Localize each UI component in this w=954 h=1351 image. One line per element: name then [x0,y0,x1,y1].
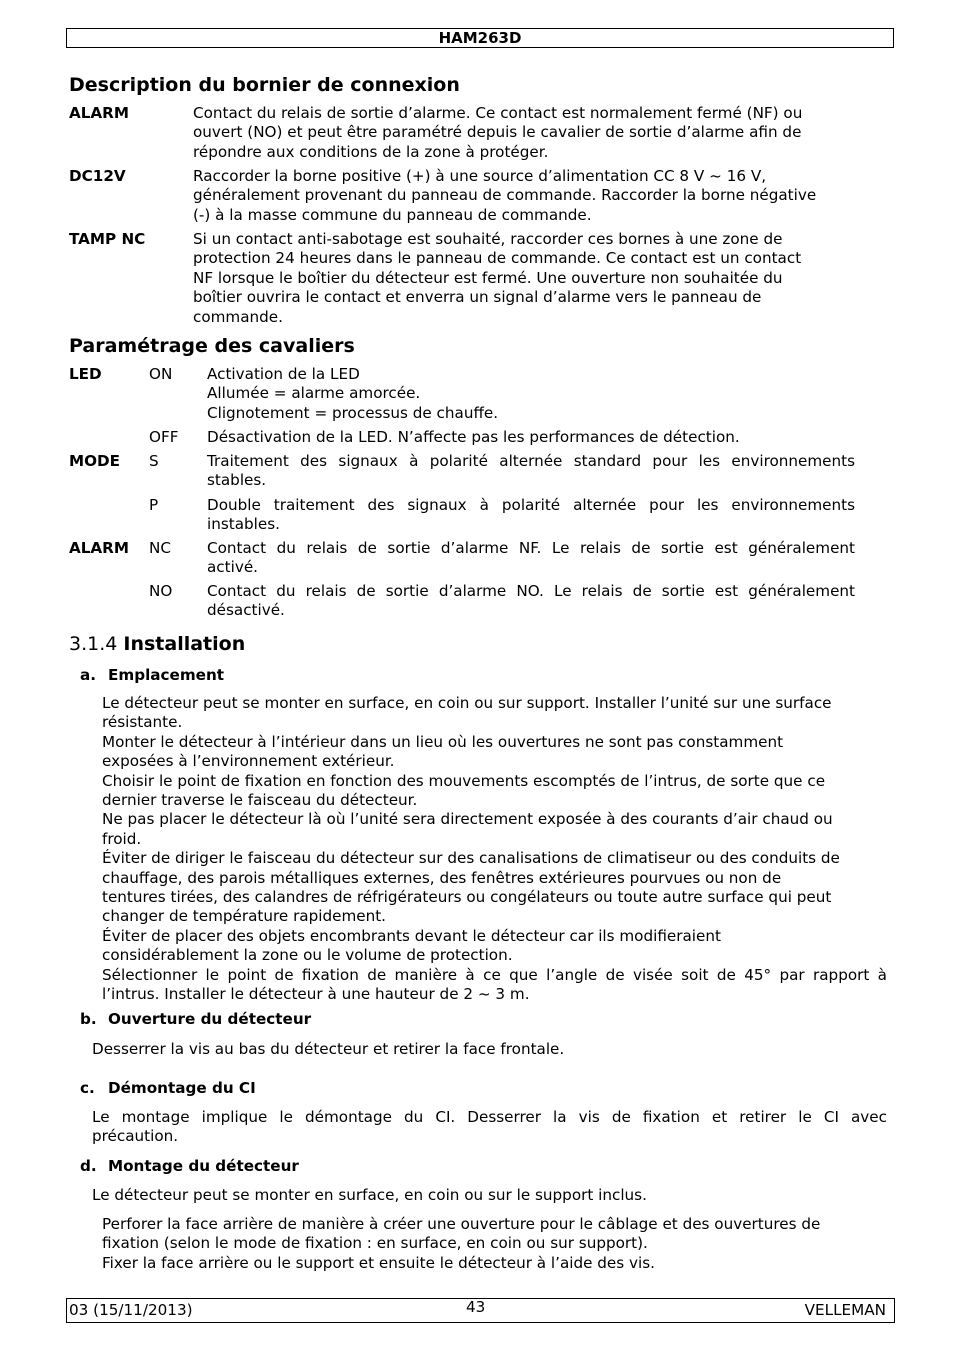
footer-version: 03 (15/11/2013) [69,1301,193,1319]
jumper-desc-mode-p: Double traitement des signaux à polarité alternée pour les environnements instables. [207,496,855,534]
subsection-d-label: d. [80,1157,97,1175]
def-tamp-nc: Si un contact anti-sabotage est souhaité, raccorder ces bornes à une zone de protection 24 heures dans le panneau de commande. Ce contact est un contact NF lorsque le boîtier du détecteur est fermé. Une ouverture non souhaitée du boîtier ouvrira le contact et enverra un signal d’alarme vers le panneau de commande. [193,230,802,326]
jumper-setting-off: OFF [149,428,179,446]
jumper-group-led: LED [69,365,102,383]
installation-title: Installation [123,633,246,655]
subsection-d-title: Montage du détecteur [108,1157,299,1175]
subsection-d-body: Perforer la face arrière de manière à créer une ouverture pour le câblage et des ouvertures de fixation (selon le mode de fixation : en surface, en coin ou sur support). Fixer la face arrière ou le support et ensuite le détecteur à l’aide des vis. [102,1215,821,1272]
jumper-setting-nc: NC [149,539,171,557]
installation-heading [69,632,245,656]
jumper-desc-led-off: Désactivation de la LED. N’affecte pas les performances de détection. [207,428,740,446]
header-model-box [66,28,894,48]
jumper-desc-alarm-nc: Contact du relais de sortie d’alarme NF. Le relais de sortie est généralement activé. [207,539,855,577]
jumper-group-mode: MODE [69,452,121,470]
subsection-a-body: Le détecteur peut se monter en surface, en coin ou sur support. Installer l’unité sur une surface résistante. Monter le détecteur à l’intérieur dans un lieu où les ouvertures ne sont pas constamment exposées à l’environnement extérieur. Choisir le point de fixation en fonction des mouvements escomptés de l’intrus, de sorte que ce dernier traverse le faisceau du détecteur. Ne pas placer le détecteur là où l’unité sera directement exposée à des courants d’air chaud ou froid. Éviter de diriger le faisceau du détecteur sur des canalisations de climatiseur ou des conduits de chauffage, des parois métalliques externes, des fenêtres extérieures pourvues ou non de tentures tirées, des calandres de réfrigérateurs ou congélateurs ou toute autre surface qui peut changer de température rapidement. Éviter de placer des objets encombrants devant le détecteur car ils modifieraient considérablement la zone ou le volume de protection. Sélectionner le point de fixation de manière à ce que l’angle de visée soit de 45° par rapport à l’intrus. Installer le détecteur à une hauteur de 2 ~ 3 m. [102,694,887,1004]
subsection-b-label: b. [80,1010,97,1028]
jumper-setting-on: ON [149,365,173,383]
subsection-c-label: c. [80,1079,95,1097]
jumper-setting-no: NO [149,582,173,600]
jumper-desc-mode-s: Traitement des signaux à polarité alternée standard pour les environnements stables. [207,452,855,490]
term-tamp-nc: TAMP NC [69,230,146,248]
subsection-a-label: a. [80,666,97,684]
def-alarm: Contact du relais de sortie d’alarme. Ce contact est normalement fermé (NF) ou ouvert (NO) et peut être paramétré depuis le cavalier de sortie d’alarme afin de répondre aux conditions de la zone à protéger. [193,104,803,161]
jumper-desc-led-on: Activation de la LED Allumée = alarme amorcée. Clignotement = processus de chauffe. [207,365,499,422]
header-model: HAM263D [438,29,522,47]
term-alarm: ALARM [69,104,129,122]
jumper-desc-alarm-no: Contact du relais de sortie d’alarme NO. Le relais de sortie est généralement désactivé. [207,582,855,620]
jumper-group-alarm: ALARM [69,539,129,557]
def-dc12v: Raccorder la borne positive (+) à une source d’alimentation CC 8 V ~ 16 V, généralement provenant du panneau de commande. Raccorder la borne négative (-) à la masse commune du panneau de commande. [193,167,817,224]
subsection-a-title: Emplacement [108,666,225,684]
terminal-section-title: Description du bornier de connexion [69,74,460,96]
subsection-c-title: Démontage du CI [108,1079,256,1097]
installation-number: 3.1.4 [69,633,118,655]
subsection-c-body: Le montage implique le démontage du CI. Desserrer la vis de fixation et retirer le CI avec précaution. [92,1108,887,1146]
jumper-section-title: Paramétrage des cavaliers [69,335,355,357]
jumper-setting-p: P [149,496,159,514]
footer-brand: VELLEMAN [804,1301,886,1319]
term-dc12v: DC12V [69,167,126,185]
subsection-d-intro: Le détecteur peut se monter en surface, en coin ou sur le support inclus. [92,1186,647,1204]
jumper-setting-s: S [149,452,159,470]
subsection-b-title: Ouverture du détecteur [108,1010,312,1028]
subsection-b-body: Desserrer la vis au bas du détecteur et retirer la face frontale. [92,1040,565,1058]
footer-page-number: 43 [466,1298,486,1316]
